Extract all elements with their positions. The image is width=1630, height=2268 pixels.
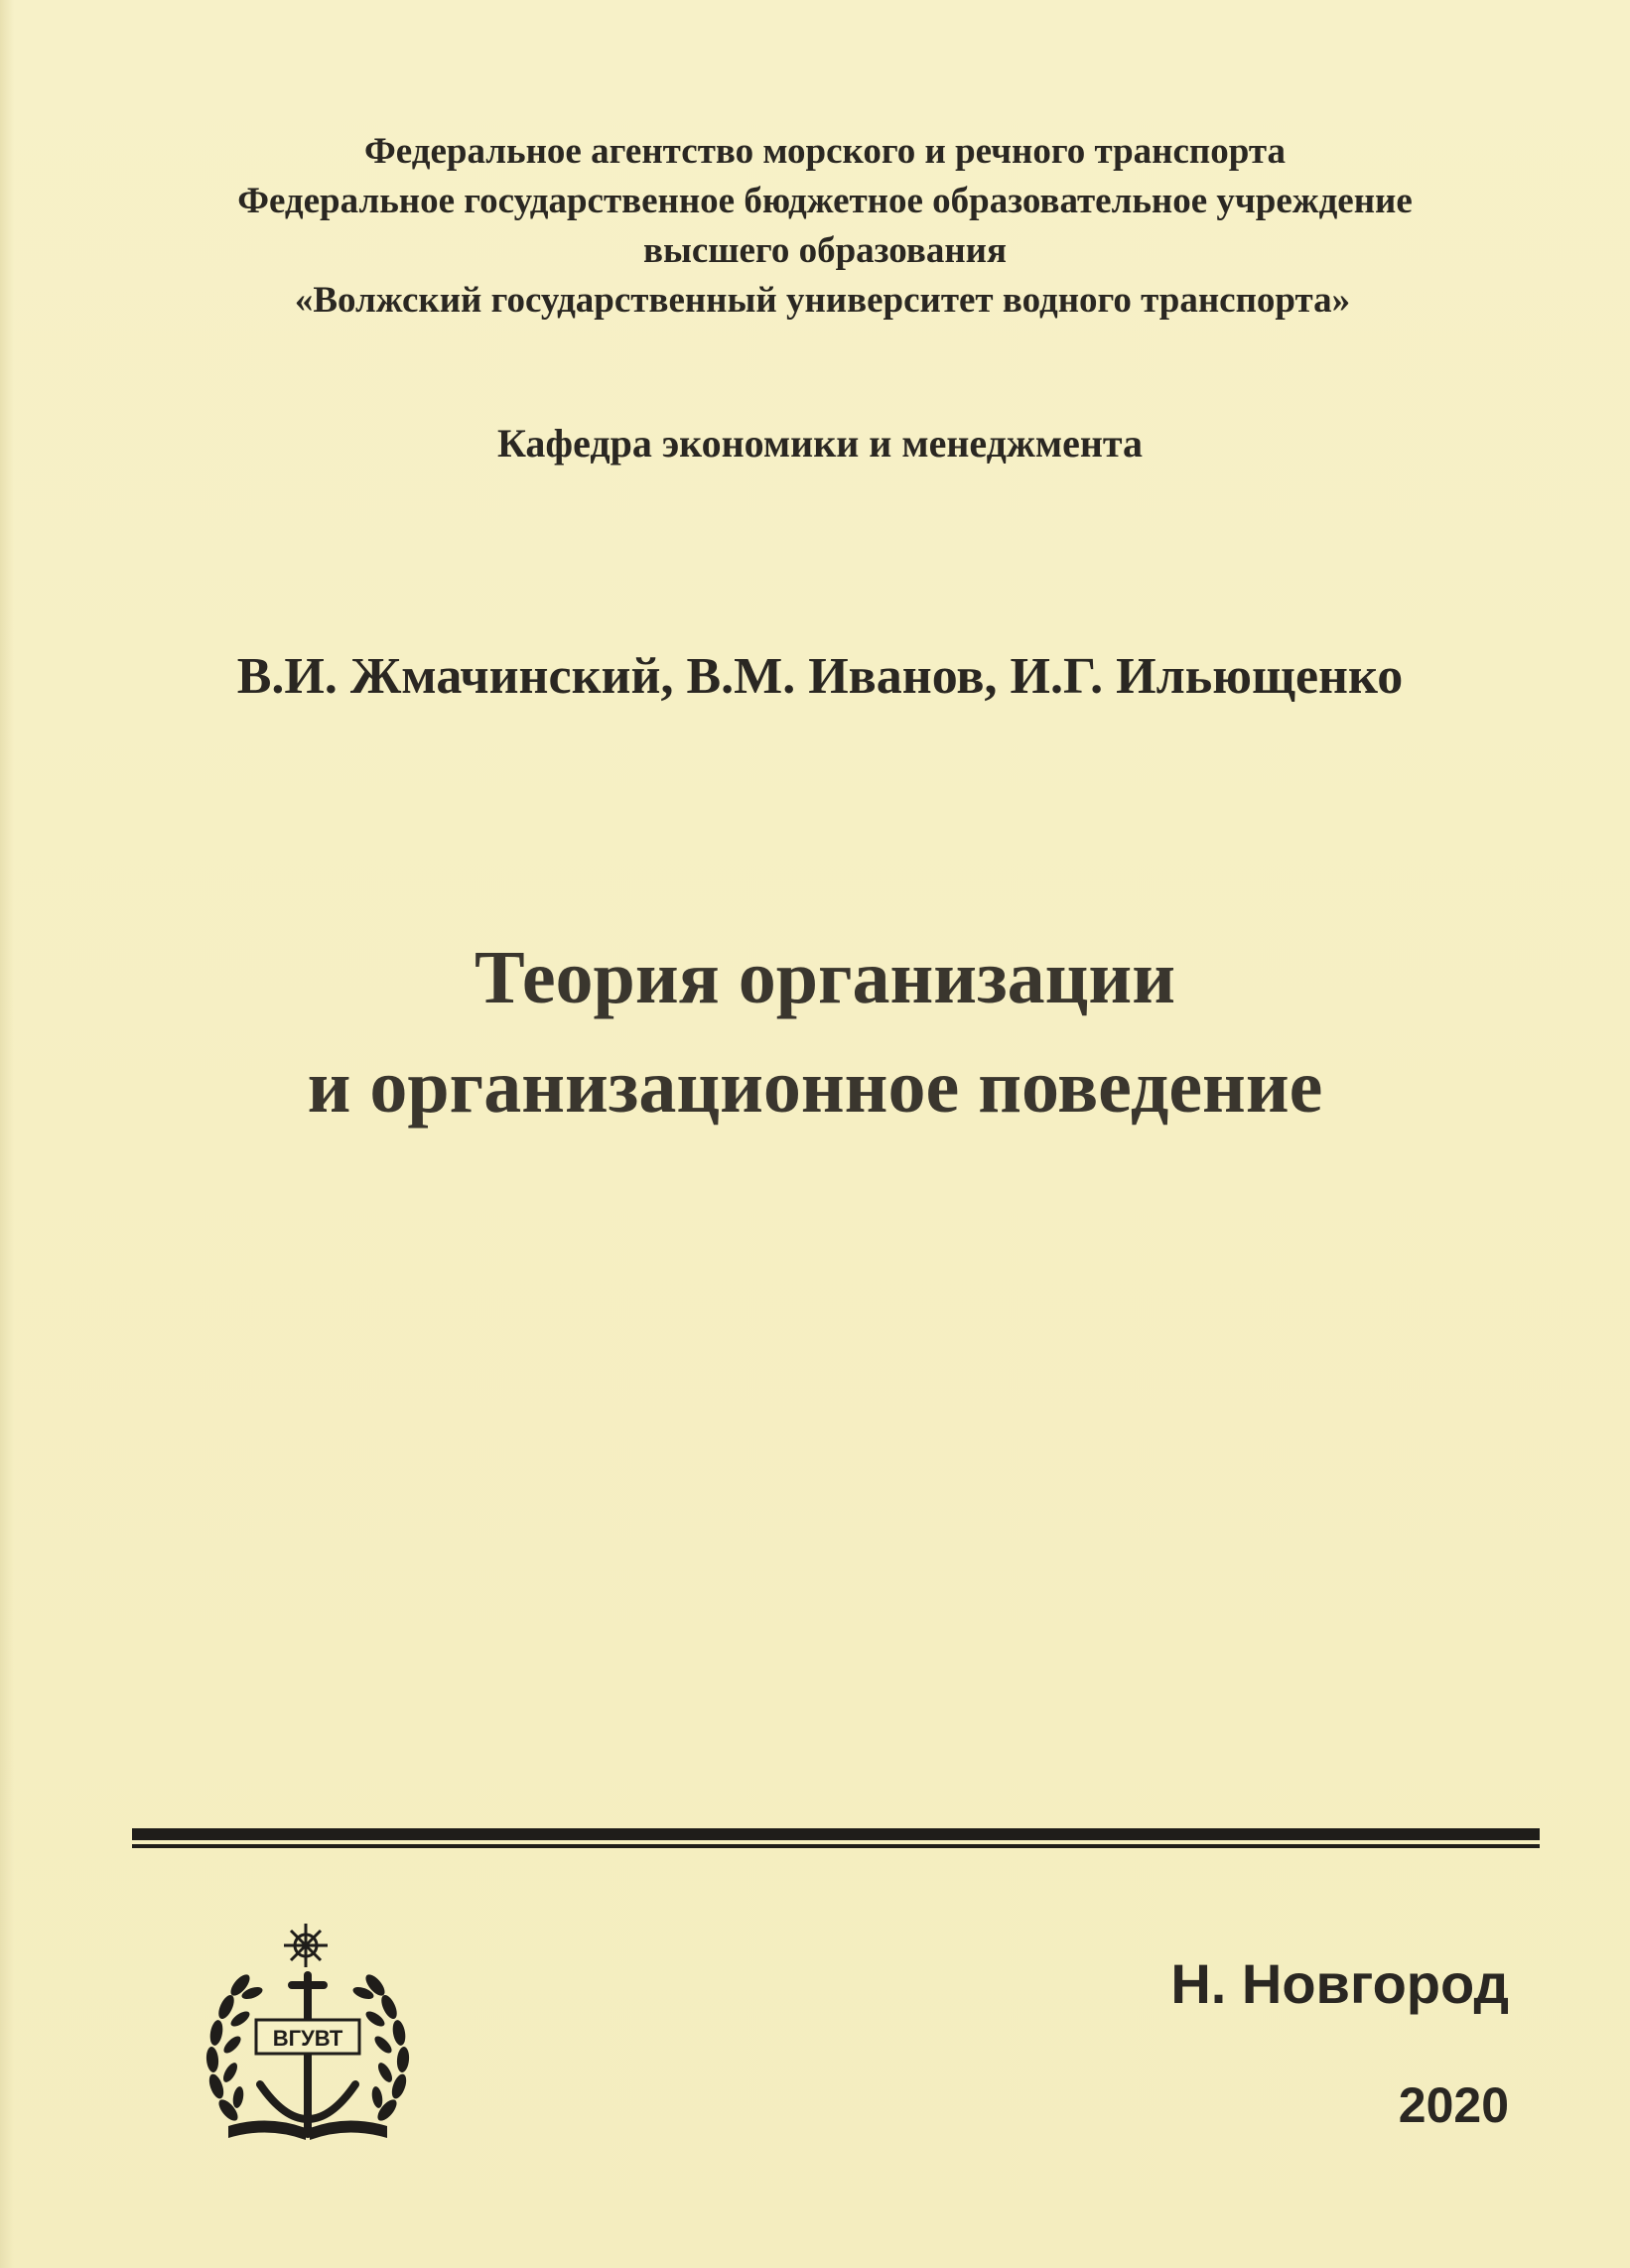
compass-star-icon: [284, 1924, 328, 1967]
divider-rule: [132, 1828, 1540, 1850]
publisher-header: [0, 127, 1630, 326]
title-line-2: и организационное поведение: [307, 1045, 1323, 1129]
publication-year: 2020: [1398, 2077, 1509, 2133]
emblem-text: ВГУВТ: [272, 2026, 343, 2051]
title-line-1: Теория организации: [475, 936, 1175, 1019]
university-line: «Волжский государственный университет водного транспорта»: [294, 280, 1351, 321]
divider-thick-line: [132, 1828, 1540, 1840]
book-title: [0, 923, 1630, 1141]
divider-thin-line: [132, 1844, 1540, 1848]
agency-line: Федеральное агентство морского и речного транспорта: [364, 131, 1286, 172]
institution-type-line: Федеральное государственное бюджетное образовательное учреждение: [237, 181, 1413, 221]
education-level-line: высшего образования: [642, 230, 1008, 271]
authors: В.И. Жмачинский, В.М. Иванов, И.Г. Ильющенко: [236, 648, 1404, 705]
department-name: Кафедра экономики и менеджмента: [496, 421, 1144, 466]
publication-city: Н. Новгород: [1170, 1952, 1509, 2015]
university-emblem-logo: [189, 1916, 437, 2154]
